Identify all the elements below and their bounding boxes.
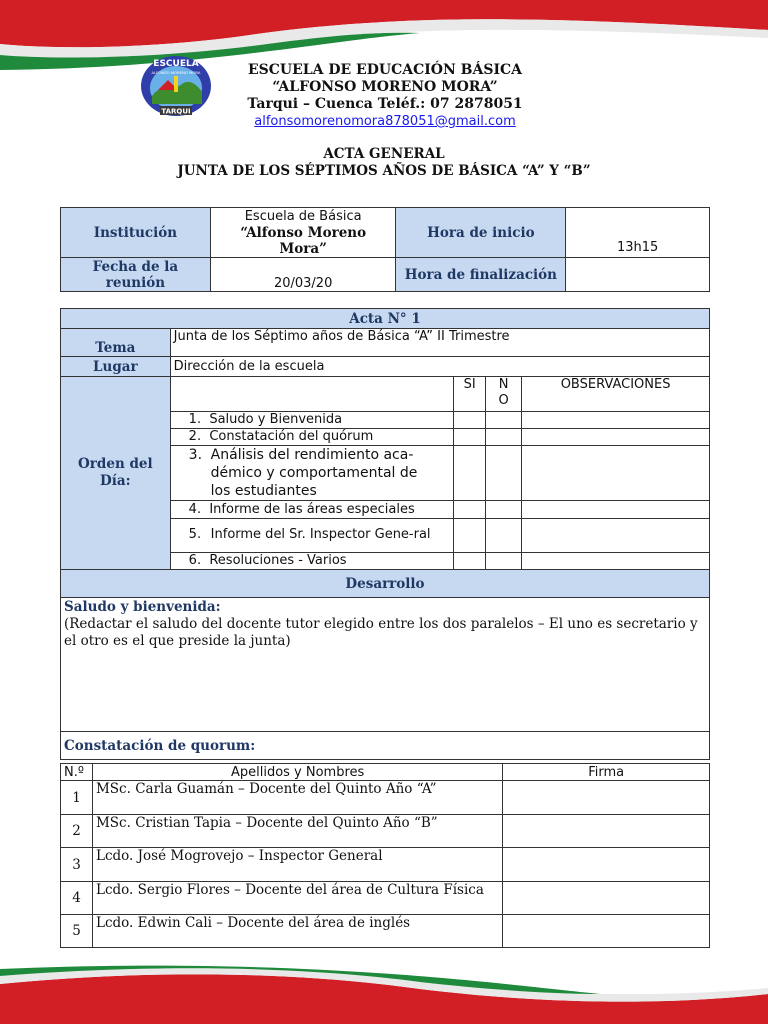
orden-no-cell[interactable] <box>486 445 522 500</box>
row-number: 3 <box>61 848 93 882</box>
lugar-label: Lugar <box>61 357 171 377</box>
orden-si-cell[interactable] <box>454 518 486 552</box>
table-row <box>61 915 710 948</box>
orden-obs-cell[interactable] <box>522 428 709 445</box>
flag-wave-top-decoration <box>0 0 768 70</box>
orden-obs-cell[interactable] <box>522 411 709 428</box>
desarrollo-label: Desarrollo <box>61 570 710 598</box>
orden-si-cell[interactable] <box>454 500 486 518</box>
acta-subtitle: JUNTA DE LOS SÉPTIMOS AÑOS DE BÁSICA “A” Y “B” <box>177 163 591 179</box>
row-number: 5 <box>61 915 93 948</box>
orden-item-row <box>171 552 709 569</box>
orden-item: 1. Saludo y Bienvenida <box>171 411 454 428</box>
table-row <box>61 815 710 848</box>
school-type: ESCUELA DE EDUCACIÓN BÁSICA <box>247 62 522 78</box>
saludo-instructions: (Redactar el saludo del docente tutor elegido entre los dos paralelos – El uno es secretario y el otro es el que preside la junta) <box>64 616 698 649</box>
fecha-value: 20/03/20 <box>210 258 396 292</box>
hora-fin-label: Hora de finalización <box>396 258 566 292</box>
orden-item: 5. Informe del Sr. Inspector Gene-ral <box>171 518 454 552</box>
orden-item: 4. Informe de las áreas especiales <box>171 500 454 518</box>
orden-no-cell[interactable] <box>486 518 522 552</box>
school-location-phone: Tarqui – Cuenca Teléf.: 07 2878051 <box>247 96 523 112</box>
attendee-name: MSc. Cristian Tapia – Docente del Quinto Año “B” <box>92 815 502 848</box>
orden-obs-cell[interactable] <box>522 445 709 500</box>
institucion-value <box>210 208 396 258</box>
institucion-line-2: “Alfonso Moreno <box>240 224 367 241</box>
acta-number: Acta N° 1 <box>61 309 710 329</box>
orden-item-row <box>171 500 709 518</box>
col-apellidos-nombres: Apellidos y Nombres <box>92 764 502 781</box>
orden-item-row <box>171 518 709 552</box>
col-no <box>486 377 522 411</box>
orden-item-row <box>171 411 709 428</box>
signature-cell[interactable] <box>503 781 710 815</box>
col-si: SI <box>454 377 486 411</box>
signature-cell[interactable] <box>503 882 710 915</box>
orden-no-cell[interactable] <box>486 428 522 445</box>
orden-si-cell[interactable] <box>454 428 486 445</box>
table-row <box>61 882 710 915</box>
orden-no-cell[interactable] <box>486 411 522 428</box>
tema-label: Tema <box>61 329 171 357</box>
orden-item: 3. Análisis del rendimiento aca-démico y comportamental de los estudiantes <box>171 445 454 500</box>
fecha-label: Fecha de la reunión <box>61 258 211 292</box>
row-number: 1 <box>61 781 93 815</box>
orden-obs-cell[interactable] <box>522 552 709 569</box>
orden-no-cell[interactable] <box>486 552 522 569</box>
signature-cell[interactable] <box>503 848 710 882</box>
row-number: 4 <box>61 882 93 915</box>
acta-title: ACTA GENERAL <box>323 146 445 162</box>
quorum-table <box>60 763 710 948</box>
orden-si-cell[interactable] <box>454 552 486 569</box>
saludo-heading: Saludo y bienvenida: <box>64 599 221 615</box>
saludo-section[interactable] <box>61 598 710 732</box>
quorum-heading: Constatación de quorum: <box>61 732 710 760</box>
school-header <box>150 62 620 130</box>
orden-item: 6. Resoluciones - Varios <box>171 552 454 569</box>
col-firma: Firma <box>503 764 710 781</box>
orden-item-row <box>171 428 709 445</box>
col-no-line-2: O <box>498 393 509 408</box>
col-observaciones: OBSERVACIONES <box>522 377 709 411</box>
attendee-name: Lcdo. Edwin Cali – Docente del área de inglés <box>92 915 502 948</box>
signature-cell[interactable] <box>503 915 710 948</box>
orden-dia-cell <box>170 377 709 570</box>
logo-top-text: ESCUELA <box>153 59 199 69</box>
hora-fin-value <box>566 258 710 292</box>
table-row <box>61 781 710 815</box>
orden-obs-cell[interactable] <box>522 518 709 552</box>
orden-dia-table <box>171 377 709 569</box>
attendee-name: Lcdo. Sergio Flores – Docente del área de Cultura Física <box>92 882 502 915</box>
info-table <box>60 207 710 292</box>
attendee-name: Lcdo. José Mogrovejo – Inspector General <box>92 848 502 882</box>
col-numero: N.º <box>61 764 93 781</box>
orden-item-row <box>171 445 709 500</box>
logo-bottom-text: TARQUI <box>161 107 191 116</box>
col-no-line-1: N <box>498 377 509 392</box>
institucion-line-1: Escuela de Básica <box>244 208 362 224</box>
acta-details-table <box>60 308 710 760</box>
table-row <box>61 848 710 882</box>
lugar-value: Dirección de la escuela <box>170 357 709 377</box>
institucion-line-3: Mora” <box>279 240 327 257</box>
institucion-label: Institución <box>61 208 211 258</box>
orden-header-blank <box>171 377 454 411</box>
orden-no-cell[interactable] <box>486 500 522 518</box>
hora-inicio-value: 13h15 <box>566 208 710 258</box>
orden-si-cell[interactable] <box>454 445 486 500</box>
hora-inicio-label: Hora de inicio <box>396 208 566 258</box>
orden-obs-cell[interactable] <box>522 500 709 518</box>
orden-item: 2. Constatación del quórum <box>171 428 454 445</box>
school-email-link[interactable]: alfonsomorenomora878051@gmail.com <box>254 114 516 129</box>
logo-ring-text: ALFONSO MORENO MORA <box>151 70 201 75</box>
tema-value: Junta de los Séptimo años de Básica “A” II Trimestre <box>170 329 709 357</box>
orden-dia-label: Orden del Día: <box>61 377 171 570</box>
row-number: 2 <box>61 815 93 848</box>
flag-wave-bottom-decoration <box>0 964 768 1024</box>
orden-si-cell[interactable] <box>454 411 486 428</box>
attendee-name: MSc. Carla Guamán – Docente del Quinto Año “A” <box>92 781 502 815</box>
document-title <box>100 146 668 180</box>
signature-cell[interactable] <box>503 815 710 848</box>
school-name: “ALFONSO MORENO MORA” <box>272 79 498 95</box>
